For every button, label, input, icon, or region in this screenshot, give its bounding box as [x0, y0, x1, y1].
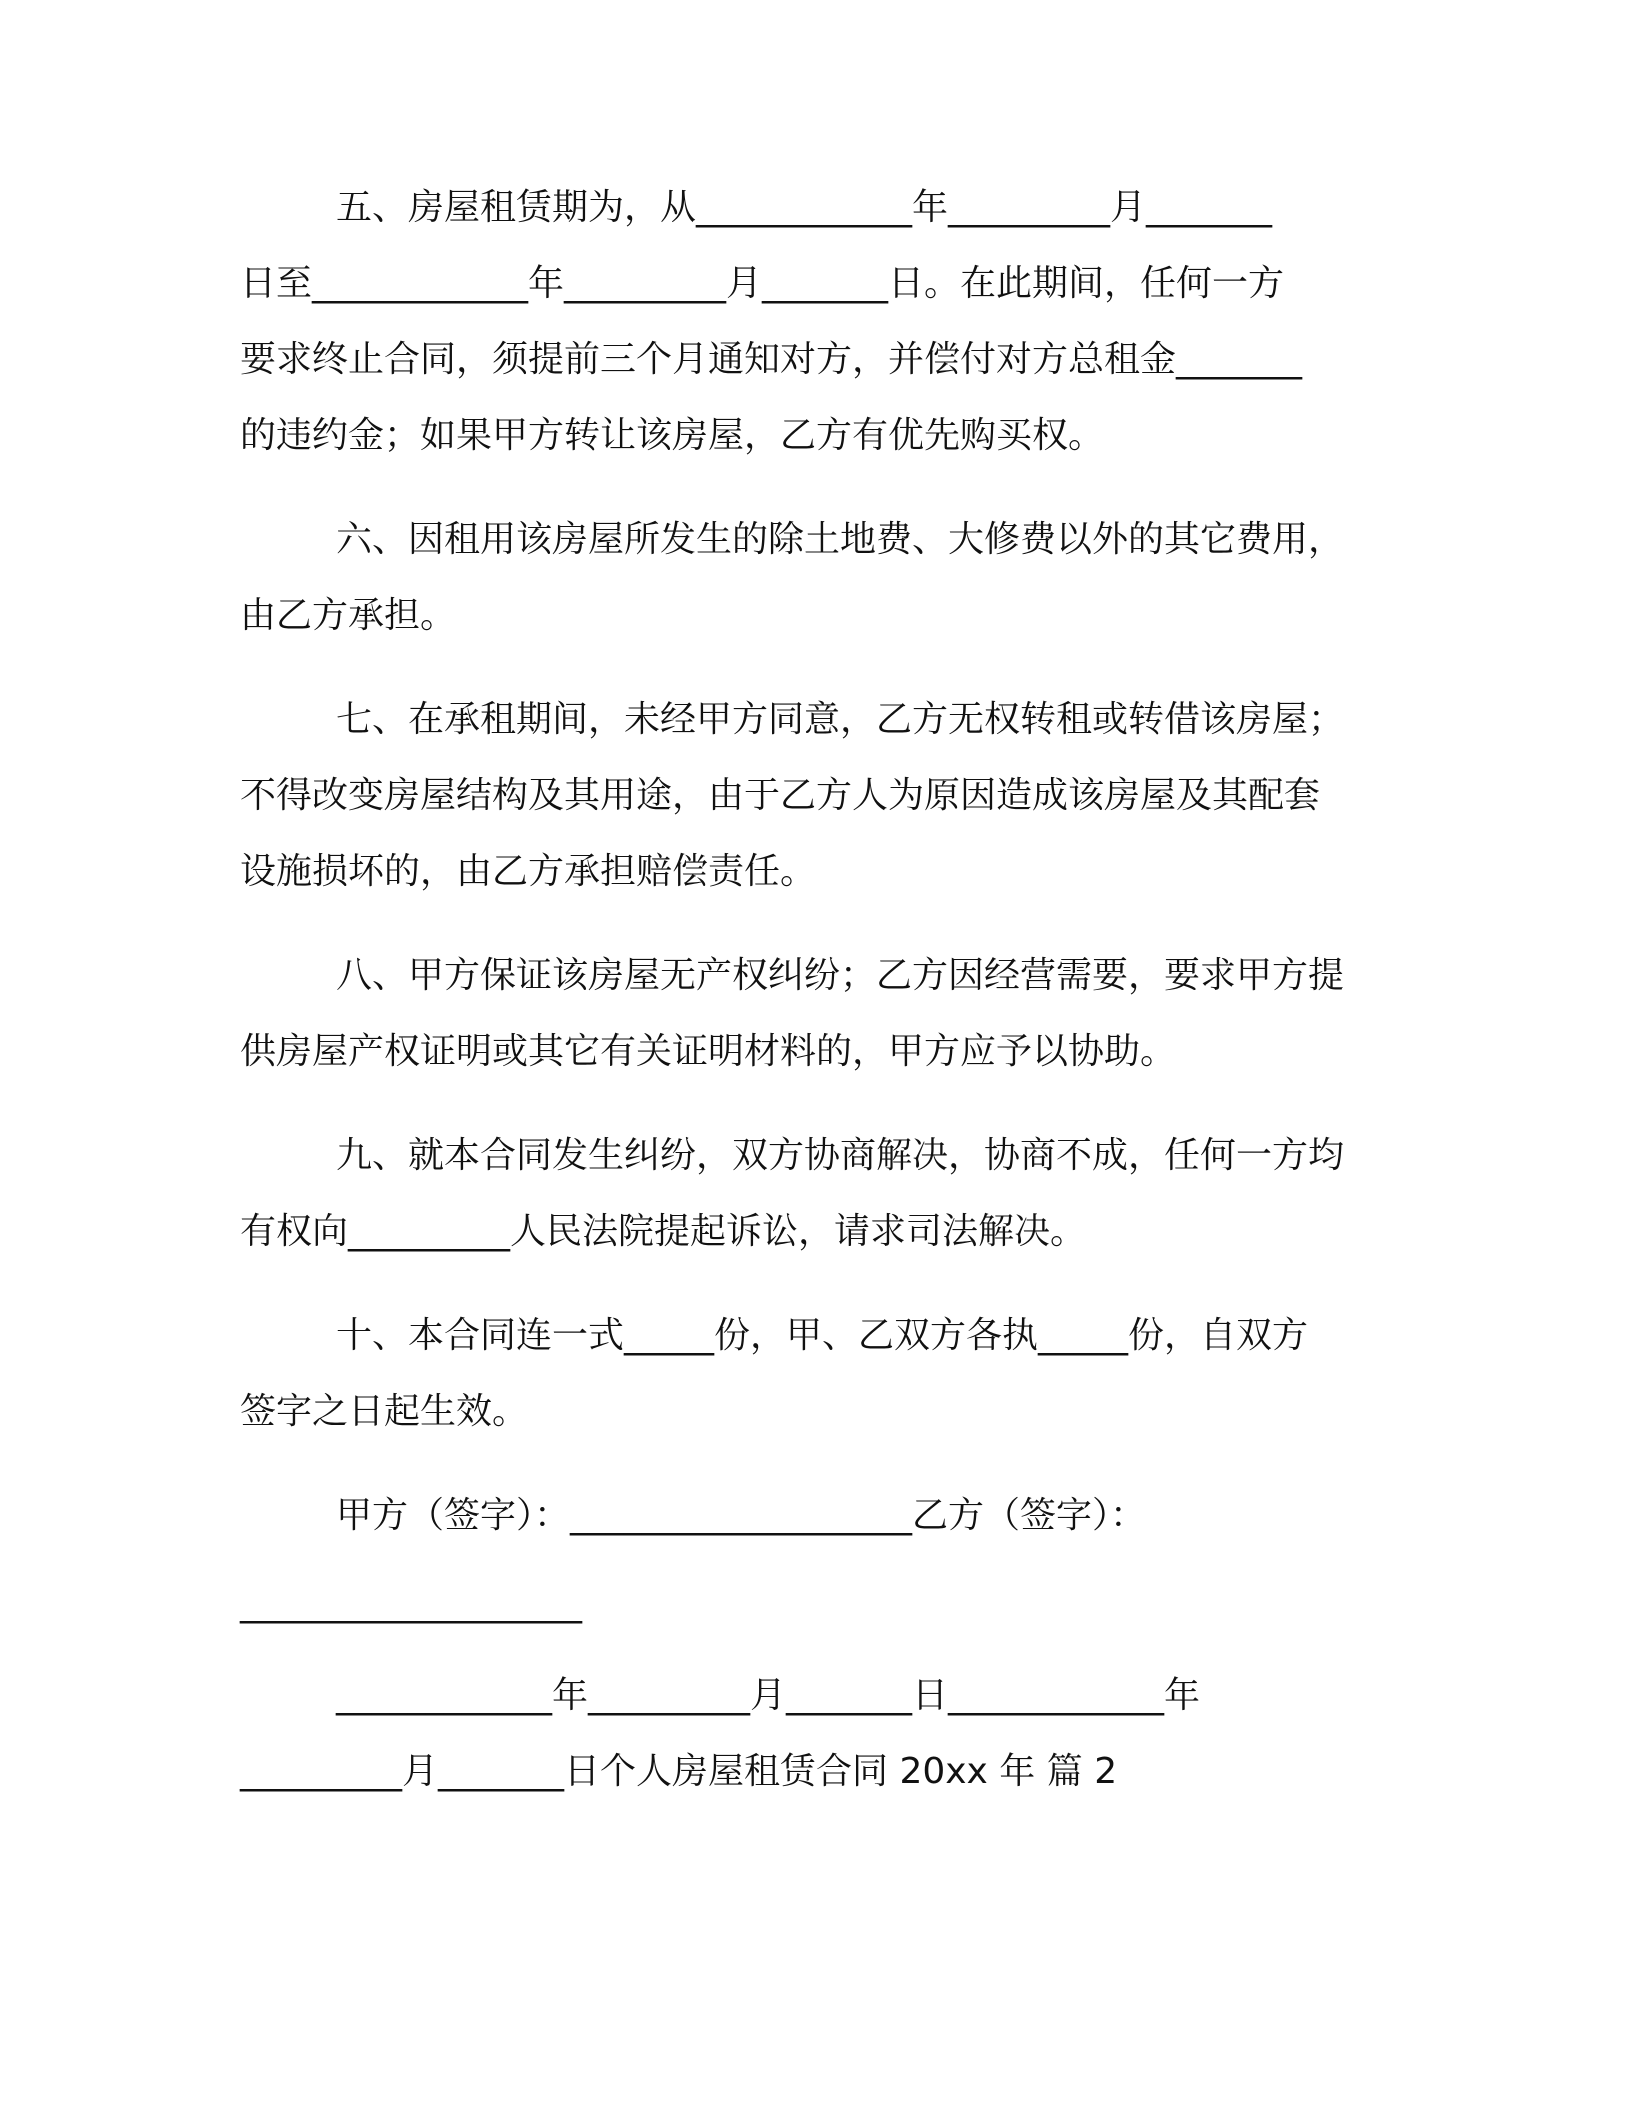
paragraph-7-line-2: 不得改变房屋结构及其用途，由于乙方人为原因造成该房屋及其配套	[240, 775, 1321, 816]
signature-line-1: 甲方（签字）：___________________乙方（签字）：	[336, 1495, 1147, 1536]
paragraph-6-line-1: 六、因租用该房屋所发生的除土地费、大修费以外的其它费用，	[336, 519, 1345, 560]
paragraph-7-line-1: 七、在承租期间，未经甲方同意，乙方无权转租或转借该房屋；	[336, 699, 1345, 740]
paragraph-7-line-3: 设施损坏的，由乙方承担赔偿责任。	[240, 851, 817, 892]
signature-line-2: ___________________	[240, 1583, 582, 1624]
date-line-2: _________月_______日个人房屋租赁合同 20xx 年 篇 2	[240, 1751, 1118, 1792]
paragraph-8-line-1: 八、甲方保证该房屋无产权纠纷；乙方因经营需要，要求甲方提	[336, 955, 1345, 996]
paragraph-10-line-1: 十、本合同连一式_____份，甲、乙双方各执_____份，自双方	[336, 1315, 1309, 1356]
paragraph-9-line-2: 有权向_________人民法院提起诉讼，请求司法解决。	[240, 1211, 1087, 1252]
paragraph-5-line-3: 要求终止合同，须提前三个月通知对方，并偿付对方总租金_______	[240, 339, 1303, 380]
paragraph-6-line-2: 由乙方承担。	[240, 595, 457, 636]
paragraph-9-line-1: 九、就本合同发生纠纷，双方协商解决，协商不成，任何一方均	[336, 1135, 1345, 1176]
paragraph-8-line-2: 供房屋产权证明或其它有关证明材料的，甲方应予以协助。	[240, 1031, 1177, 1072]
paragraph-5-line-1: 五、房屋租赁期为，从____________年_________月_______	[336, 187, 1273, 228]
paragraph-5-line-4: 的违约金；如果甲方转让该房屋，乙方有优先购买权。	[240, 415, 1105, 456]
date-line-1: ____________年_________月_______日____________年	[336, 1675, 1200, 1716]
paragraph-5-line-2: 日至____________年_________月_______日。在此期间，任何一方	[240, 263, 1285, 304]
paragraph-10-line-2: 签字之日起生效。	[240, 1391, 529, 1432]
